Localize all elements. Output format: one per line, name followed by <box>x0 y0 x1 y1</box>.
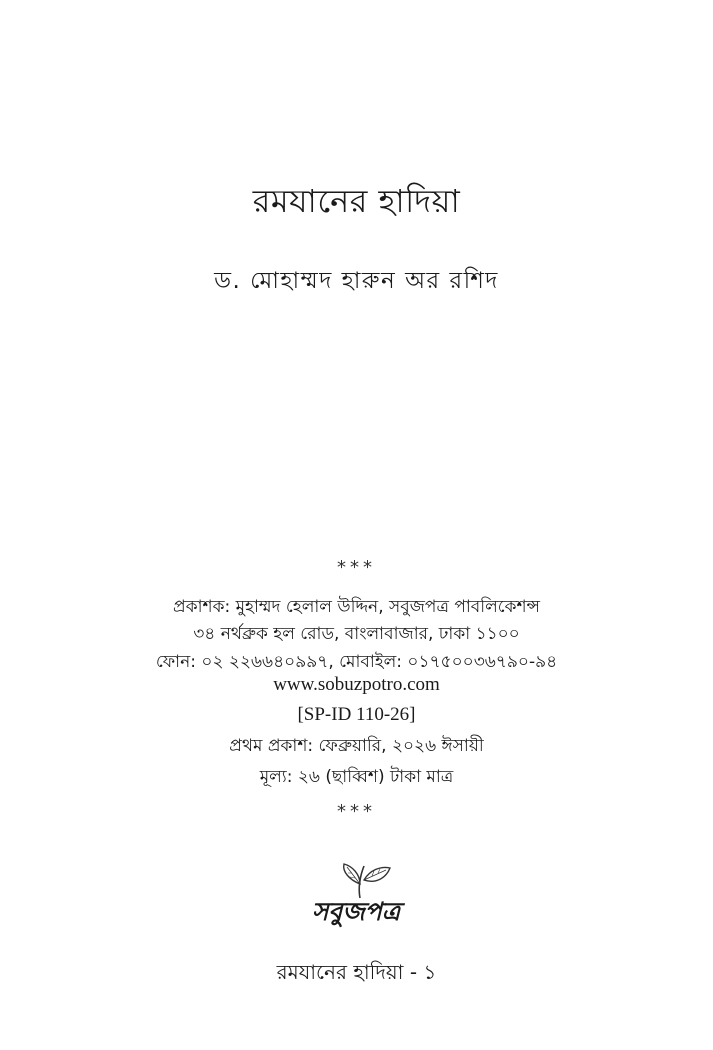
sp-id: [SP-ID 110-26] <box>297 704 416 725</box>
address-line: ৩৪ নর্থব্রুক হল রোড, বাংলাবাজার, ঢাকা ১১০০ <box>193 624 520 644</box>
leaf-sprout-icon <box>300 858 412 930</box>
separator-top: *** <box>337 557 376 578</box>
separator-bottom: *** <box>337 801 376 822</box>
book-title: রমযানের হাদিয়া <box>252 182 461 220</box>
book-author: ড. মোহাম্মদ হারুন অর রশিদ <box>214 268 499 294</box>
publisher-logo <box>300 858 412 930</box>
price-line: মূল্য: ২৬ (ছাব্বিশ) টাকা মাত্র <box>259 767 454 787</box>
page-footer: রমযানের হাদিয়া - ১ <box>276 960 437 984</box>
phone-line: ফোন: ০২ ২২৬৬৪০৯৯৭, মোবাইল: ০১৭৫০০৩৬৭৯০-৯৪ <box>155 652 558 672</box>
publisher-line: প্রকাশক: মুহাম্মদ হেলাল উদ্দিন, সবুজপত্র পাবলিকেশন্স <box>173 597 540 617</box>
logo-wordmark: সবুজপত্র <box>311 897 401 926</box>
website-link[interactable]: www.sobuzpotro.com <box>273 674 440 695</box>
first-edition-line: প্রথম প্রকাশ: ফেব্রুয়ারি, ২০২৬ ঈসায়ী <box>229 736 484 756</box>
